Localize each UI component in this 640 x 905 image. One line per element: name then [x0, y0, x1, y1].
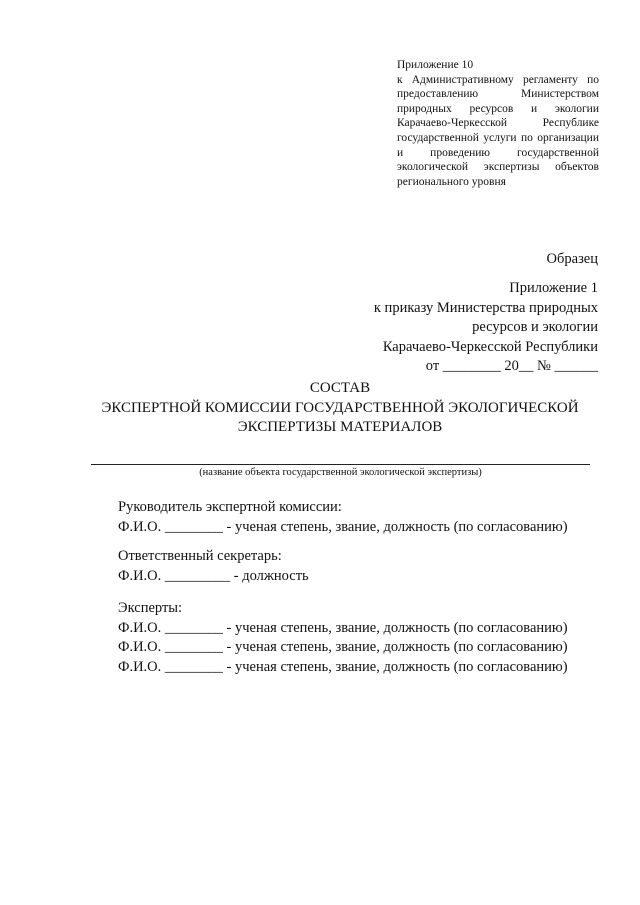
order-line: Карачаево-Черкесской Республики: [382, 338, 598, 355]
chair-row: [118, 518, 568, 538]
document-heading: [40, 379, 640, 438]
appendix-body: к Административному регламенту по предоставлению Министерством природных ресурсов и экологии Карачаево-Черкесской Республике государственной услуги по организации и проведению государственной экологической экспертизы объектов регионального уровня: [397, 73, 599, 188]
chair-label: Руководитель экспертной комиссии:: [118, 499, 342, 515]
order-line: к приказу Министерства природных: [373, 299, 598, 316]
secretary-label: Ответственный секретарь:: [118, 548, 282, 564]
order-line: ресурсов и экологии: [472, 319, 598, 335]
chair-section: [118, 498, 568, 537]
order-line: от ________ 20__ № ______: [425, 358, 598, 374]
heading-line: СОСТАВ: [309, 380, 371, 396]
expert-row-text: Ф.И.О. ________ - ученая степень, звание, должность (по согласованию): [118, 619, 568, 636]
object-caption: (название объекта государственной экологической экспертизы): [199, 467, 482, 478]
experts-label: Эксперты:: [118, 600, 183, 616]
expert-row-text: Ф.И.О. ________ - ученая степень, звание, должность (по согласованию): [118, 658, 568, 675]
appendix-block: [397, 58, 599, 189]
heading-line: ЭКСПЕРТНОЙ КОМИССИИ ГОСУДАРСТВЕННОЙ ЭКОЛОГИЧЕСКОЙ: [101, 399, 579, 416]
appendix-title: Приложение 10: [397, 59, 474, 71]
order-block: [298, 279, 598, 377]
secretary-row: [118, 567, 309, 587]
object-name-line: [91, 464, 590, 465]
secretary-section: [118, 547, 309, 586]
expert-row-text: Ф.И.О. ________ - ученая степень, звание, должность (по согласованию): [118, 639, 568, 655]
expert-row: [118, 638, 568, 658]
sample-label: Образец: [546, 251, 598, 267]
secretary-row-text: Ф.И.О. _________ - должность: [118, 567, 309, 584]
order-line: Приложение 1: [509, 280, 598, 296]
chair-row-text: Ф.И.О. ________ - ученая степень, звание, должность (по согласованию): [118, 518, 568, 535]
expert-row: [118, 619, 568, 639]
heading-line: ЭКСПЕРТИЗЫ МАТЕРИАЛОВ: [237, 419, 443, 435]
experts-section: [118, 599, 568, 677]
expert-row: [118, 658, 568, 678]
